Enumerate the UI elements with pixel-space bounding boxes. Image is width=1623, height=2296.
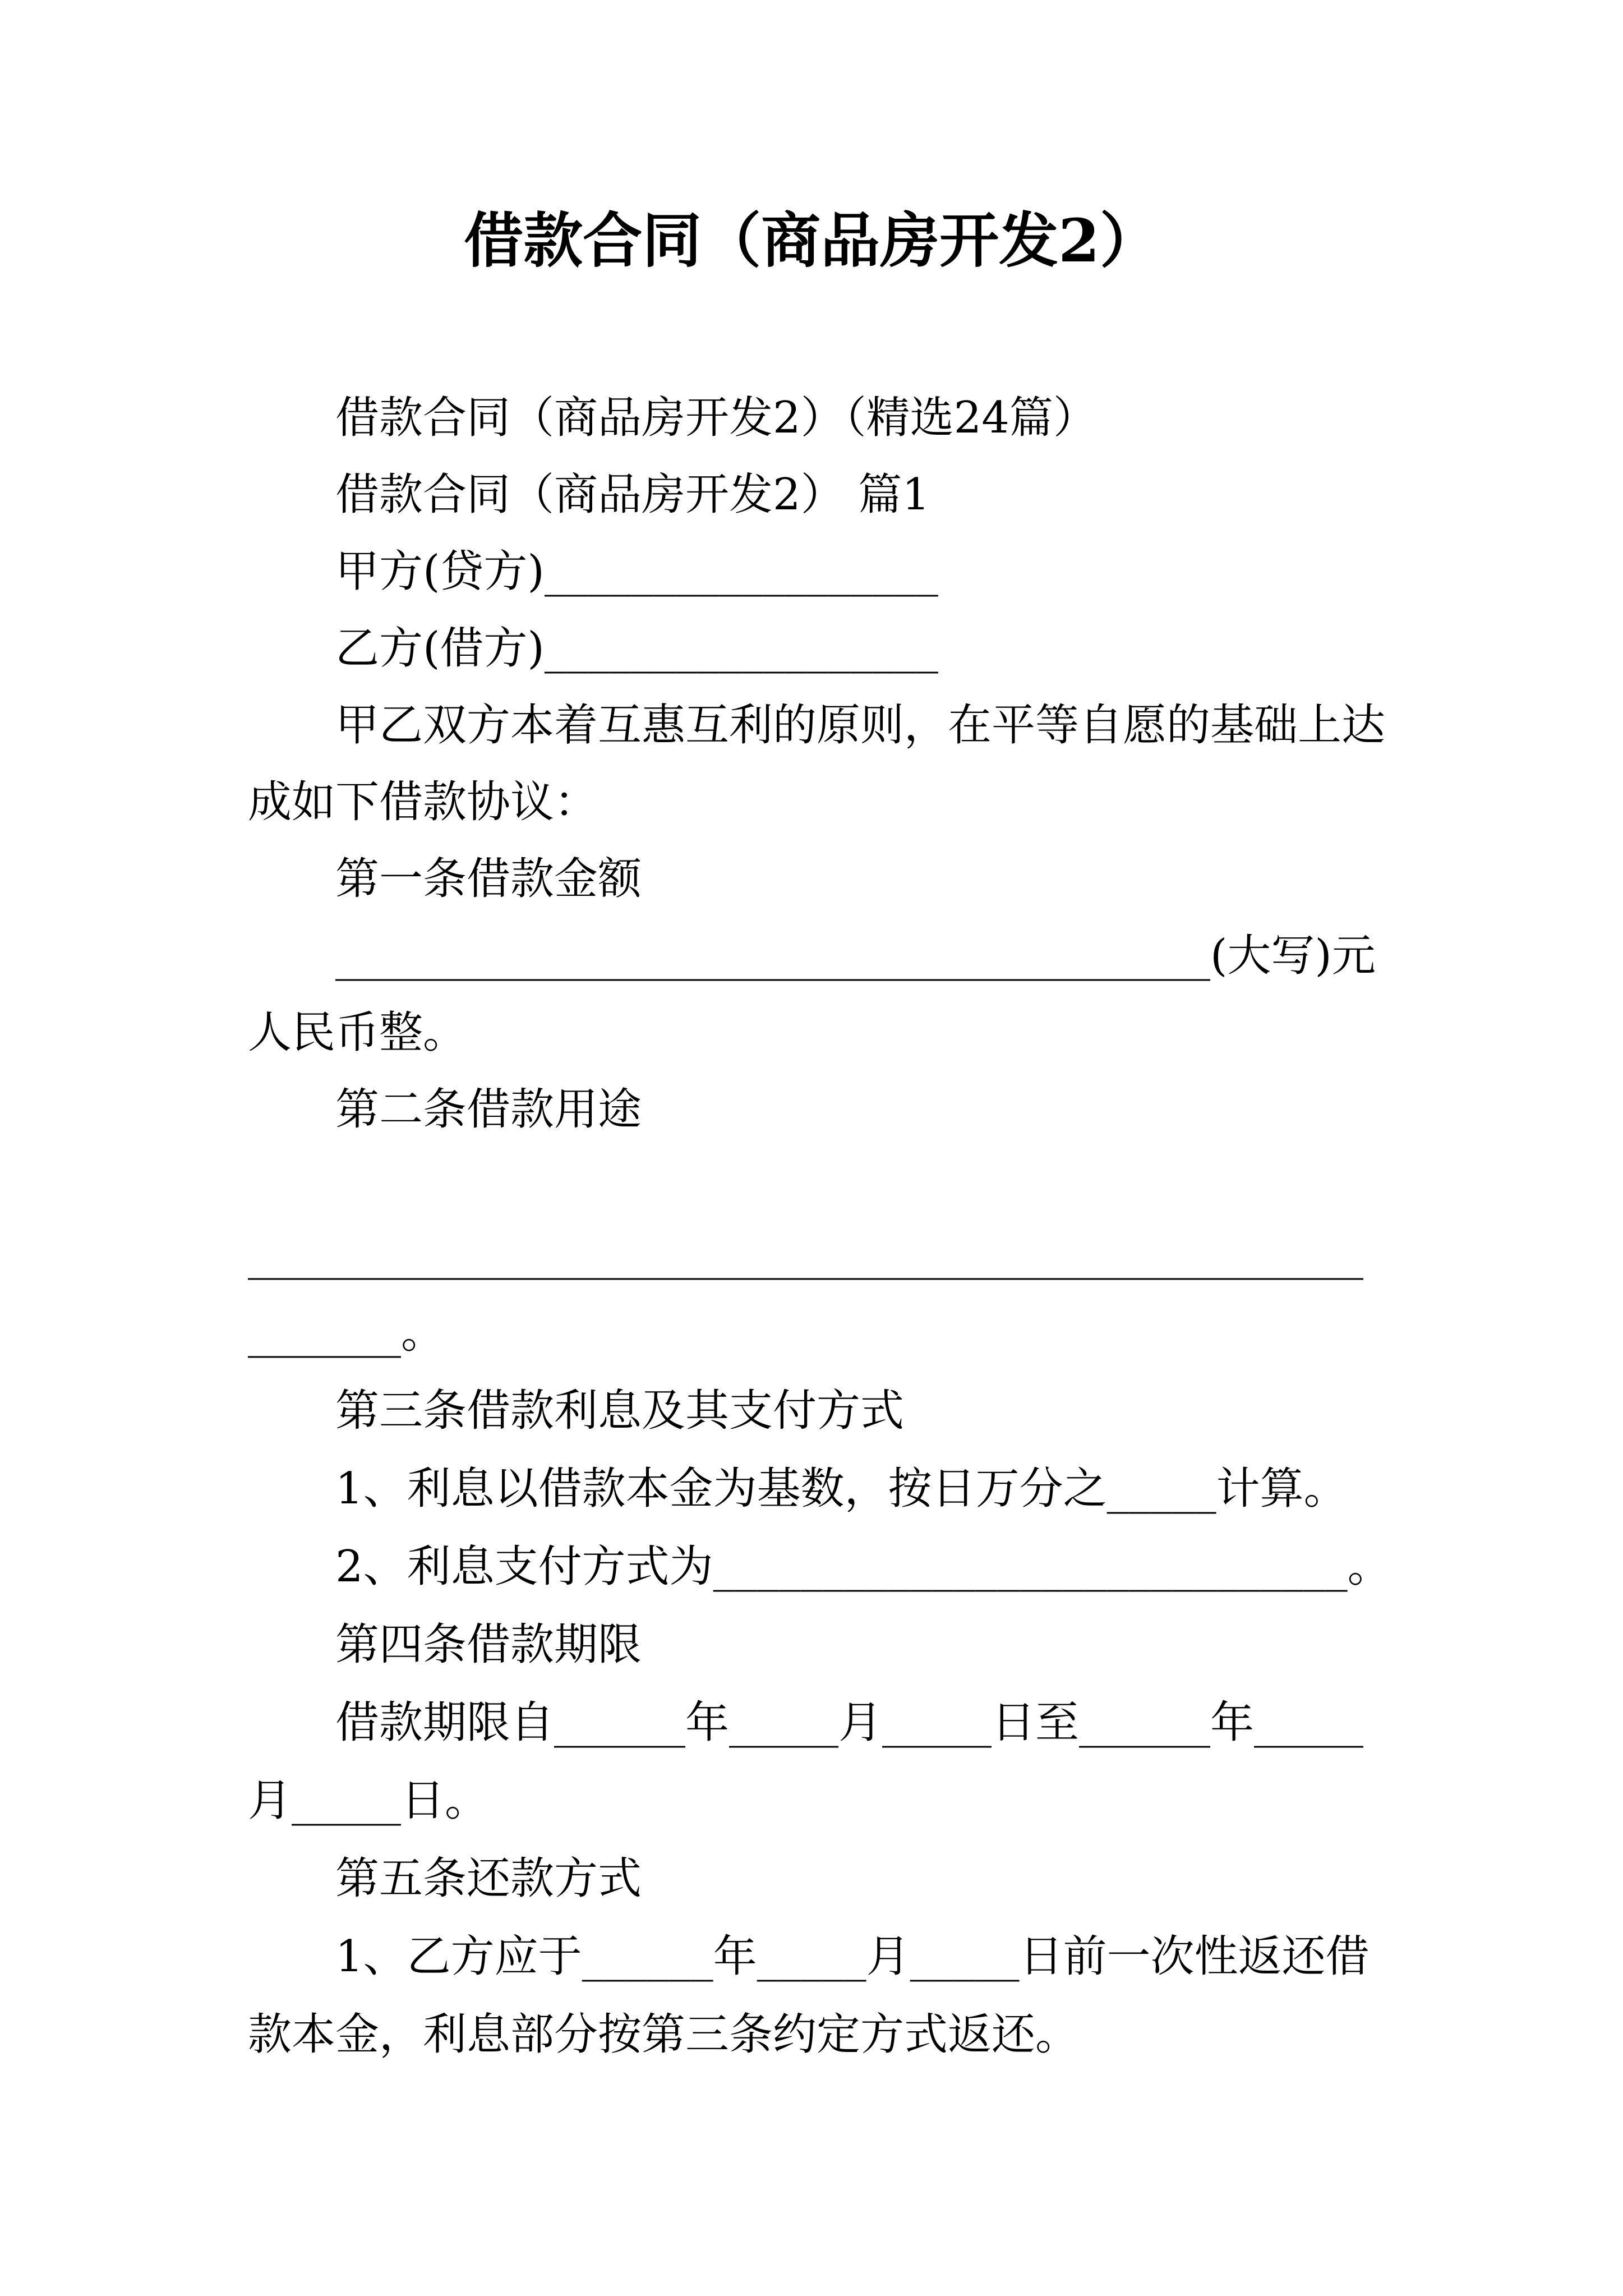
- preamble-line: 成如下借款协议：: [248, 777, 598, 827]
- document-body: [248, 380, 1482, 2074]
- party-a-line: 甲方(贷方)__________________: [335, 546, 938, 597]
- article-line: 款本金，利息部分按第三条约定方式返还。: [248, 2009, 1080, 2060]
- article-line: 1、利息以借款本金为基数，按日万分之_____计算。: [335, 1464, 1348, 1514]
- preamble-line: 甲乙双方本着互惠互利的原则，在平等自愿的基础上达: [335, 700, 1386, 751]
- article-line: 1、乙方应于______年_____月_____日前一次性返还借: [335, 1931, 1370, 1982]
- article-line: _______。: [248, 1308, 445, 1358]
- article-line: 借款期限自______年_____月_____日至______年_____: [335, 1697, 1364, 1748]
- document-title: 借款合同（商品房开发2）: [464, 205, 1159, 275]
- article-line: 2、利息支付方式为_____________________________。: [335, 1542, 1391, 1592]
- article-heading: 第一条借款金额: [335, 854, 642, 904]
- document-body-continued: [248, 1216, 1482, 2074]
- article-heading: 第二条借款用途: [335, 1084, 642, 1135]
- article-line: 人民币整。: [248, 1007, 467, 1058]
- article-line: ________________________________________(大写)元: [335, 931, 1376, 981]
- article-heading: 第三条借款利息及其支付方式: [335, 1386, 905, 1436]
- blank-line: [248, 1148, 1482, 1216]
- article-line: 月_____日。: [248, 1775, 489, 1826]
- article-heading: 第五条还款方式: [335, 1853, 642, 1904]
- party-b-line: 乙方(借方)__________________: [335, 623, 938, 674]
- article-heading: 第四条借款期限: [335, 1619, 642, 1670]
- article-line: ___________________________________________________: [248, 1230, 1363, 1280]
- collection-heading: 借款合同（商品房开发2）（精选24篇）: [335, 393, 1097, 443]
- section-heading: 借款合同（商品房开发2） 篇1: [335, 470, 930, 520]
